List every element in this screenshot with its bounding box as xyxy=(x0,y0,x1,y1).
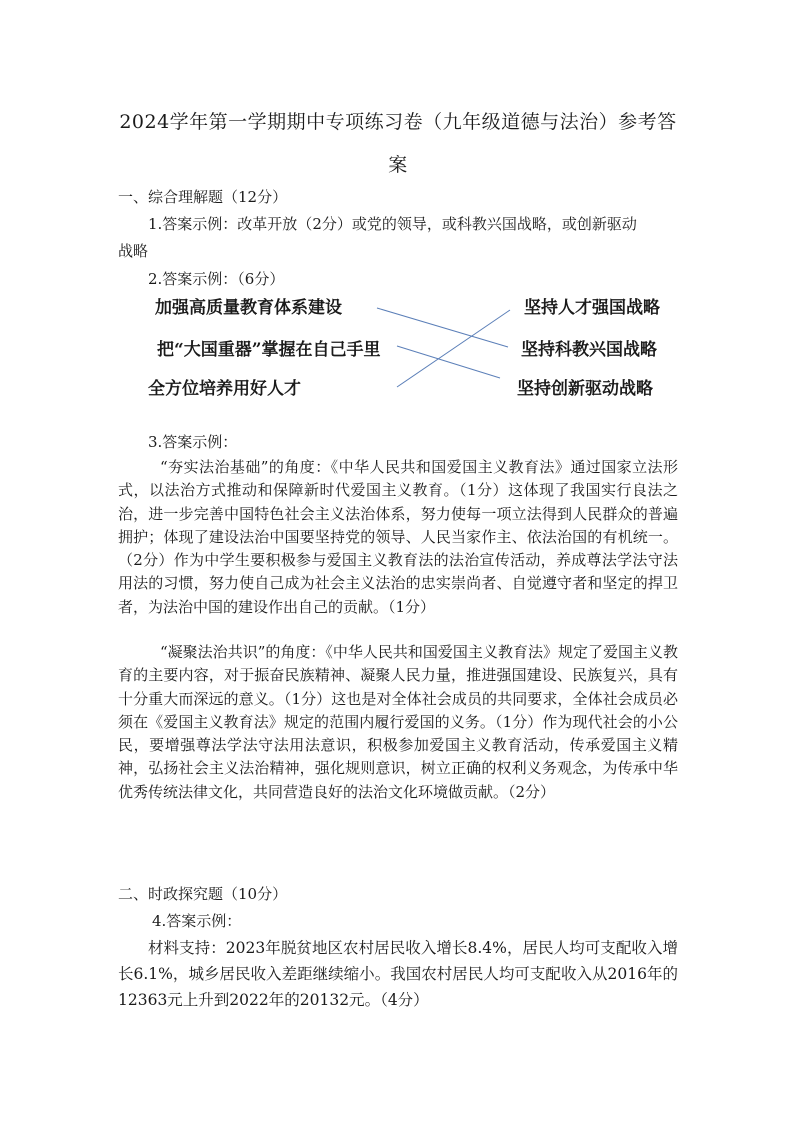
connector-line-2-3 xyxy=(397,346,500,378)
match-left-item-2: 把“大国重器”掌握在自己手里 xyxy=(157,340,381,360)
q1-answer-line1: 1.答案示例：改革开放（2分）或党的领导，或科教兴国战略，或创新驱动 xyxy=(148,215,637,233)
match-left-item-3: 全方位培养用好人才 xyxy=(148,379,301,399)
document-title: 2024学年第一学期期中专项练习卷（九年级道德与法治）参考答 xyxy=(119,111,677,133)
match-right-item-1: 坚持人才强国战略 xyxy=(524,298,660,318)
q4-label: 4.答案示例： xyxy=(152,912,242,930)
q3-paragraph-1: “夯实法治基础”的角度：《中华人民共和国爱国主义教育法》通过国家立法形式，以法治方式推动和保障新时代爱国主义教育。（1分）这体现了我国实行良法之治，进一步完善中国特色社会主义法治体系，努力使每一项立法得到人民群众的普遍拥护；体现了建设法治中国要坚持党的领导、人民当家作主、依法治国的有机统一。（2分）作为中学生要积极参与爱国主义教育法的法治宣传活动，养成尊法学法守法用法的习惯，努力使自己成为社会主义法治的忠实崇尚者、自觉遵守者和坚定的捍卫者，为法治中国的建设作出自己的贡献。（1分） xyxy=(118,458,678,616)
section1-heading: 一、综合理解题（12分） xyxy=(118,188,288,206)
q2-label: 2.答案示例：（6分） xyxy=(148,270,285,288)
section2-heading: 二、时政探究题（10分） xyxy=(118,885,288,903)
match-right-item-3: 坚持创新驱动战略 xyxy=(517,379,653,399)
q1-answer-line2: 战略 xyxy=(118,242,149,260)
q4-paragraph: 材料支持：2023年脱贫地区农村居民收入增长8.4%，居民人均可支配收入增长6.1%，城乡居民收入差距继续缩小。我国农村居民人均可支配收入从2016年的12363元上升到2022年的20132元。（4分） xyxy=(118,939,678,1009)
q3-label: 3.答案示例： xyxy=(148,433,238,451)
match-left-item-1: 加强高质量教育体系建设 xyxy=(155,298,342,318)
document-title-continued: 案 xyxy=(388,154,408,176)
connector-line-1-2 xyxy=(377,308,508,347)
match-right-item-2: 坚持科教兴国战略 xyxy=(521,340,657,360)
q3-paragraph-2: “凝聚法治共识”的角度：《中华人民共和国爱国主义教育法》规定了爱国主义教育的主要内容，对于振奋民族精神、凝聚人民力量，推进强国建设、民族复兴，具有十分重大而深远的意义。（1分）这也是对全体社会成员的共同要求，全体社会成员必须在《爱国主义教育法》规定的范围内履行爱国的义务。（1分）作为现代社会的小公民，要增强尊法学法守法用法意识，积极参加爱国主义教育活动，传承爱国主义精神，弘扬社会主义法治精神，强化规则意识，树立正确的权利义务观念，为传承中华优秀传统法律文化，共同营造良好的法治文化环境做贡献。（2分） xyxy=(118,643,678,801)
